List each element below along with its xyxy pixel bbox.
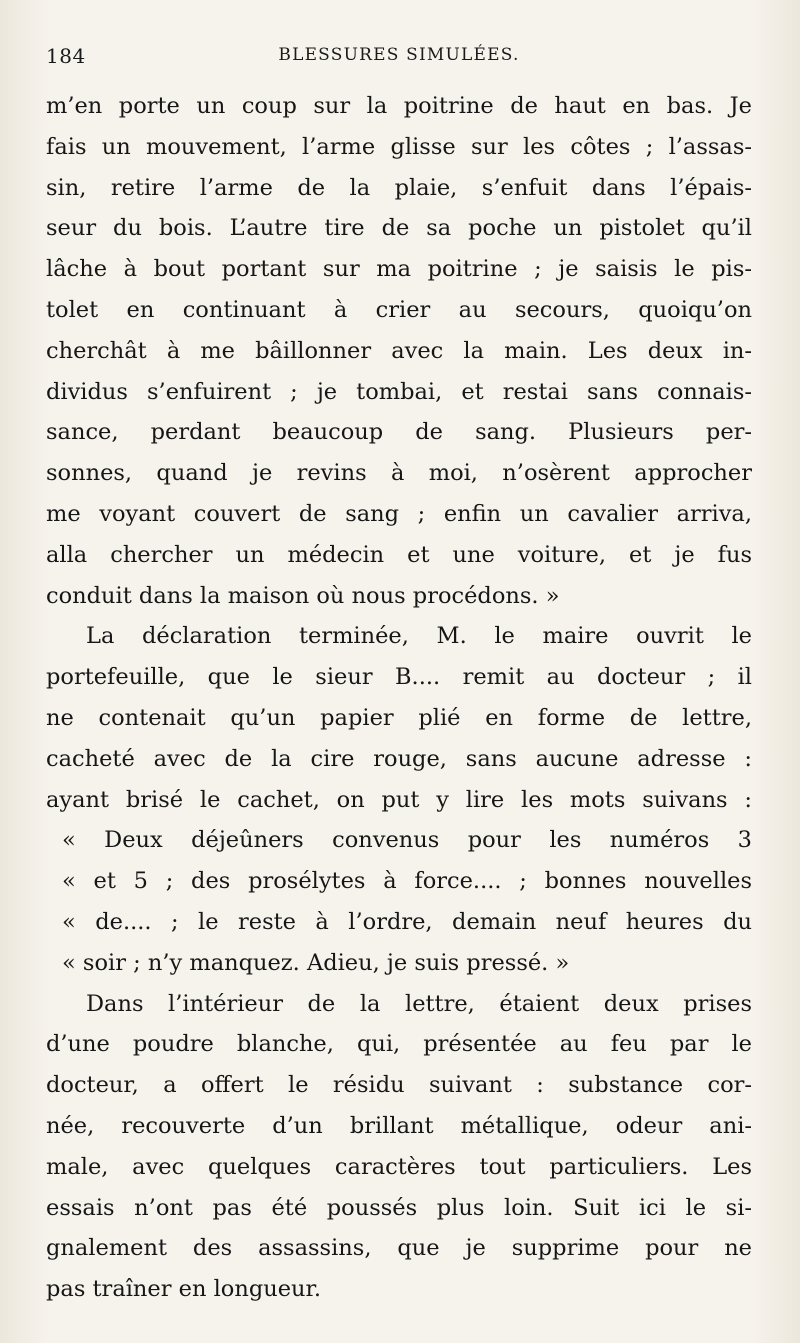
text-line: conduit dans la maison où nous procédons. » [46,582,560,609]
quote-line: « soir ; n’y manquez. Adieu, je suis pressé. » [62,949,570,976]
text-line: née, recouverte d’un brillant métallique, odeur ani- [46,1112,752,1139]
text-line: me voyant couvert de sang ; enfin un cavalier arriva, [46,500,752,527]
quote-line: « Deux déjeûners convenus pour les numéros 3 [62,827,752,854]
text-line: fais un mouvement, l’arme glisse sur les côtes ; l’assas- [46,133,752,160]
text-line: ne contenait qu’un papier plié en forme de lettre, [46,704,752,731]
text-line: d’une poudre blanche, qui, présentée au feu par le [46,1031,752,1058]
quote-line: « de.... ; le reste à l’ordre, demain neuf heures du [62,908,752,935]
text-line: m’en porte un coup sur la poitrine de haut en bas. Je [46,93,752,119]
text-line: seur du bois. L’autre tire de sa poche un pistolet qu’il [46,215,752,242]
text-line: ayant brisé le cachet, on put y lire les mots suivans : [46,786,752,813]
text-line: essais n’ont pas été poussés plus loin. Suit ici le si- [46,1194,752,1221]
body-text [46,86,752,1310]
text-line: sin, retire l’arme de la plaie, s’enfuit dans l’épais- [46,174,752,201]
text-line: pas traîner en longueur. [46,1276,321,1303]
text-line: sance, perdant beaucoup de sang. Plusieurs per- [46,419,752,446]
running-title: BLESSURES SIMULÉES. [278,45,520,65]
page-number: 184 [46,44,86,68]
paragraph-start: La déclaration terminée, M. le maire ouvrit le [86,623,752,650]
text-line: cherchât à me bâillonner avec la main. Les deux in- [46,337,752,364]
text-line: docteur, a offert le résidu suivant : substance cor- [46,1072,752,1099]
page-header [46,44,752,74]
text-line: portefeuille, que le sieur B.... remit au docteur ; il [46,664,752,691]
quote-line: « et 5 ; des prosélytes à force.... ; bonnes nouvelles [62,868,752,895]
text-line: male, avec quelques caractères tout particuliers. Les [46,1153,752,1180]
text-line: cacheté avec de la cire rouge, sans aucune adresse : [46,745,752,772]
text-line: sonnes, quand je revins à moi, n’osèrent approcher [46,460,752,487]
text-line: alla chercher un médecin et une voiture, et je fus [46,541,752,568]
paragraph-start: Dans l’intérieur de la lettre, étaient deux prises [86,990,752,1017]
text-line: tolet en continuant à crier au secours, quoiqu’on [46,296,752,323]
text-line: lâche à bout portant sur ma poitrine ; je saisis le pis- [46,256,752,283]
text-line: gnalement des assassins, que je supprime pour ne [46,1235,752,1262]
text-line: dividus s’enfuirent ; je tombai, et restai sans connais- [46,378,752,405]
